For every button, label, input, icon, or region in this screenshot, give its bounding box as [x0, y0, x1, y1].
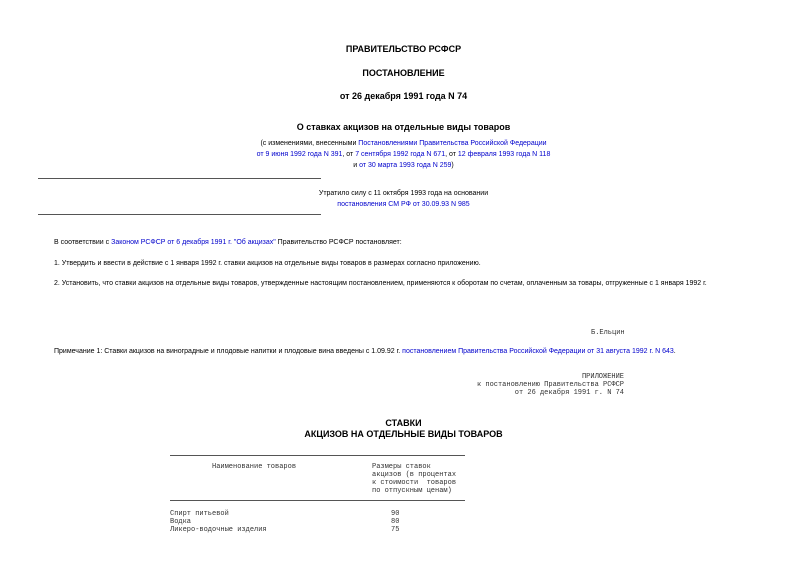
- note-pre: Примечание 1: Ставки акцизов на виноградные и плодовые напитки и плодовые вина введены с 1.09.92 г.: [54, 348, 403, 355]
- amendments-line3-pre: и: [353, 162, 360, 169]
- amendments-link-118[interactable]: 12 февраля 1993 года N 118: [457, 151, 551, 158]
- table-row-rate: 75: [391, 526, 400, 534]
- amendments-suffix: ): [451, 162, 454, 169]
- amendments-link-391[interactable]: от 9 июня 1992 года N 391: [256, 151, 343, 158]
- appendix-title-1: СТАВКИ: [385, 418, 422, 428]
- appendix-label: ПРИЛОЖЕНИЕ: [581, 373, 624, 381]
- intro-pre: В соответствии с: [54, 239, 112, 246]
- appendix-ref-2: от 26 декабря 1991 г. N 74: [514, 389, 624, 397]
- item-1: 1. Утвердить и ввести в действие с 1 января 1992 г. ставки акцизов на отдельные виды товаров в размерах согласно приложению.: [54, 260, 481, 267]
- page-title: О ставках акцизов на отдельные виды товаров: [296, 122, 511, 132]
- item-2: 2. Установить, что ставки акцизов на отдельные виды товаров, утвержденные настоящим постановлением, применяются к оборотам по счетам, оплаченным за товары, отгруженные с 1 января 1992 г.: [54, 280, 707, 287]
- note-post: .: [673, 348, 676, 355]
- amendments-line-1: [0, 140, 807, 147]
- appendix-ref-1: к постановлению Правительства РСФСР: [476, 381, 624, 389]
- amendments-line-2: [0, 151, 807, 158]
- table-header-rate-2: акцизов (в процентах: [372, 471, 457, 479]
- intro-paragraph: [54, 239, 402, 246]
- date-number-heading: от 26 декабря 1991 года N 74: [339, 91, 468, 101]
- amendments-prefix: (с изменениями, внесенными: [260, 140, 359, 147]
- intro-law-link[interactable]: Законом РСФСР от 6 декабря 1991 г. "Об акцизах": [111, 239, 276, 246]
- table-rule-mid: [170, 500, 465, 501]
- table-rule-top: [170, 455, 465, 456]
- note-1: [54, 348, 676, 355]
- divider-bottom: [38, 214, 321, 215]
- doc-type-heading: ПОСТАНОВЛЕНИЕ: [362, 68, 445, 78]
- amendments-link-decrees[interactable]: Постановлениями Правительства Российской Федерации: [358, 140, 547, 147]
- table-row-name: Ликеро-водочные изделия: [170, 526, 267, 534]
- table-header-rate-1: Размеры ставок: [372, 463, 431, 471]
- intro-post: Правительство РСФСР постановляет:: [275, 239, 402, 246]
- table-row-rate: 80: [391, 518, 400, 526]
- amendments-sep-2: , от: [445, 151, 458, 158]
- table-header-rate-4: по отпускным ценам): [372, 487, 452, 495]
- amendments-sep: , от: [342, 151, 356, 158]
- amendments-link-259[interactable]: от 30 марта 1993 года N 259: [359, 162, 452, 169]
- table-header-name: Наименование товаров: [212, 463, 297, 471]
- repeal-line-2: [0, 201, 807, 208]
- table-row-name: Водка: [170, 518, 192, 526]
- repeal-link[interactable]: постановления СМ РФ от 30.09.93 N 985: [337, 201, 470, 208]
- table-row-name: Спирт питьевой: [170, 510, 229, 518]
- note-link[interactable]: постановлением Правительства Российской Федерации от 31 августа 1992 г. N 643: [402, 348, 674, 355]
- repeal-line-1: Утратило силу с 11 октября 1993 года на основании: [318, 190, 489, 197]
- appendix-title-2: АКЦИЗОВ НА ОТДЕЛЬНЫЕ ВИДЫ ТОВАРОВ: [304, 429, 503, 439]
- amendments-line-3: [0, 162, 807, 169]
- signature: Б.Ельцин: [591, 329, 625, 337]
- divider-top: [38, 178, 321, 179]
- amendments-link-671[interactable]: 7 сентября 1992 года N 671: [355, 151, 446, 158]
- table-row-rate: 90: [391, 510, 400, 518]
- table-header-rate-3: к стоимости товаров: [372, 479, 457, 487]
- issuer-heading: ПРАВИТЕЛЬСТВО РСФСР: [345, 44, 462, 54]
